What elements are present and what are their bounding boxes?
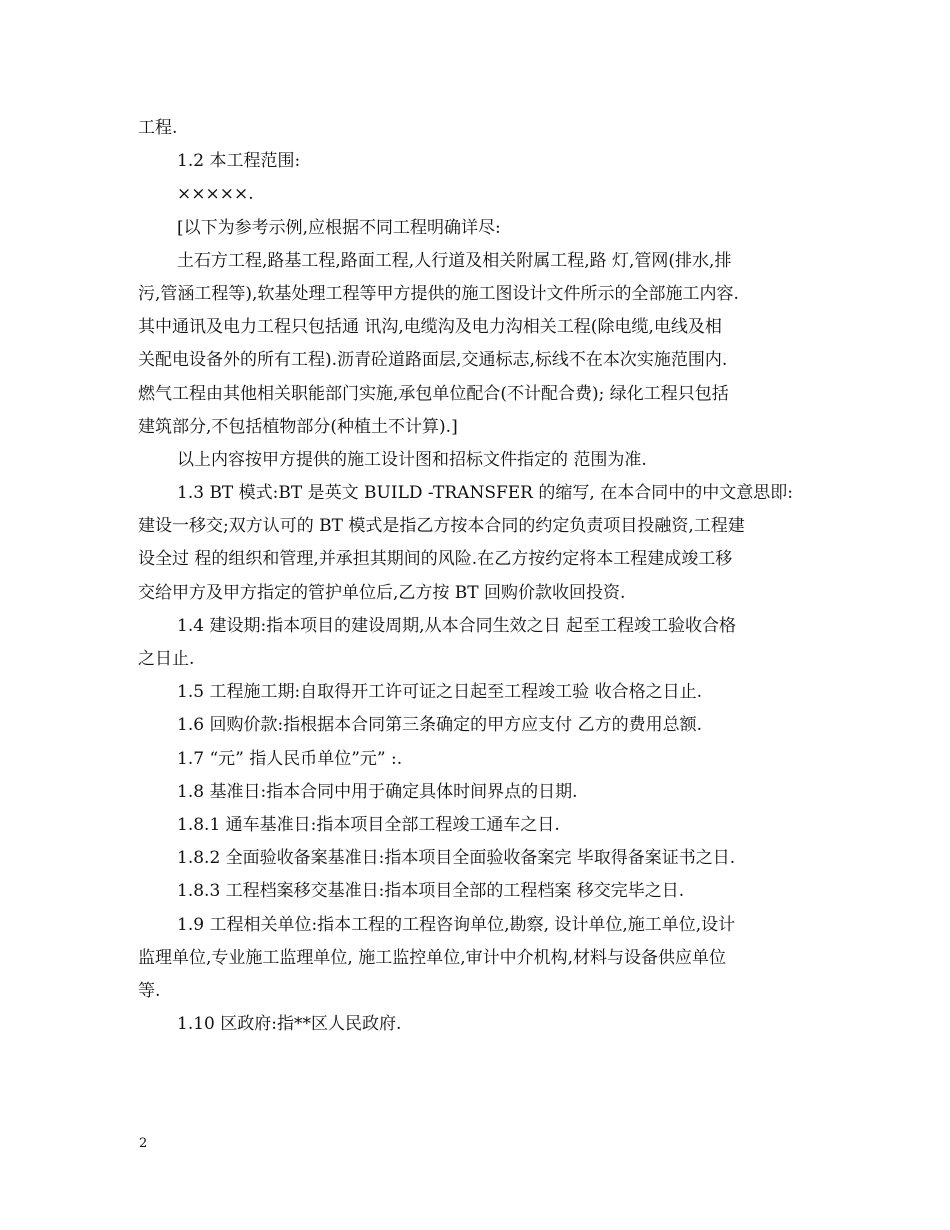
text-line: [以下为参考示例,应根据不同工程明确详尽: bbox=[177, 217, 501, 238]
text-line: 建筑部分,不包括植物部分(种植土不计算).] bbox=[138, 416, 458, 437]
text-line: 监理单位,专业施工监理单位, 施工监控单位,审计中介机构,材料与设备供应单位 bbox=[138, 947, 727, 968]
text-line: 1.4 建设期:指本项目的建设周期,从本合同生效之日 起至工程竣工验收合格 bbox=[177, 615, 736, 636]
text-line: 等. bbox=[138, 980, 161, 1001]
text-line: 1.2 本工程范围: bbox=[177, 151, 301, 172]
text-line: 交给甲方及甲方指定的管护单位后,乙方按 BT 回购价款收回投资. bbox=[138, 582, 626, 603]
text-line: 1.6 回购价款:指根据本合同第三条确定的甲方应支付 乙方的费用总额. bbox=[177, 715, 702, 736]
text-line: 1.9 工程相关单位:指本工程的工程咨询单位,勘察, 设计单位,施工单位,设计 bbox=[177, 914, 736, 935]
text-line: 1.8.3 工程档案移交基准日:指本项目全部的工程档案 移交完毕之日. bbox=[177, 881, 685, 902]
document-body bbox=[138, 112, 818, 1041]
text-line: 燃气工程由其他相关职能部门实施,承包单位配合(不计配合费); 绿化工程只包括 bbox=[138, 383, 729, 404]
text-line: 建设一移交;双方认可的 BT 模式是指乙方按本合同的约定负责项目投融资,工程建 bbox=[138, 516, 745, 537]
text-line: 1.8 基准日:指本合同中用于确定具体时间界点的日期. bbox=[177, 781, 578, 802]
text-line: 之日止. bbox=[138, 649, 195, 669]
page-number: 2 bbox=[139, 1136, 148, 1151]
text-line: ×××××. bbox=[177, 184, 254, 205]
text-line: 设全过 程的组织和管理,并承担其期间的风险.在乙方按约定将本工程建成竣工移 bbox=[138, 549, 733, 570]
text-line: 工程. bbox=[138, 118, 178, 138]
text-line: 1.10 区政府:指**区人民政府. bbox=[177, 1014, 402, 1035]
text-line: 1.3 BT 模式:BT 是英文 BUILD -TRANSFER 的缩写, 在本合同中的中文意思即: bbox=[177, 483, 793, 504]
text-line: 关配电设备外的所有工程).沥青砼道路面层,交通标志,标线不在本次实施范围内. bbox=[138, 350, 728, 371]
text-line: 1.7 “元” 指人民币单位”元” :. bbox=[177, 748, 403, 769]
text-line: 其中通讯及电力工程只包括通 讯沟,电缆沟及电力沟相关工程(除电缆,电线及相 bbox=[138, 317, 722, 338]
text-line: 污,管涵工程等),软基处理工程等甲方提供的施工图设计文件所示的全部施工内容. bbox=[138, 283, 739, 304]
text-line: 1.5 工程施工期:自取得开工许可证之日起至工程竣工验 收合格之日止. bbox=[177, 682, 702, 703]
text-line: 1.8.2 全面验收备案基准日:指本项目全面验收备案完 毕取得备案证书之日. bbox=[177, 848, 736, 869]
text-line: 1.8.1 通车基准日:指本项目全部工程竣工通车之日. bbox=[177, 814, 560, 835]
text-line: 土石方工程,路基工程,路面工程,人行道及相关附属工程,路 灯,管网(排水,排 bbox=[177, 250, 732, 271]
text-line: 以上内容按甲方提供的施工设计图和招标文件指定的 范围为准. bbox=[177, 449, 647, 470]
